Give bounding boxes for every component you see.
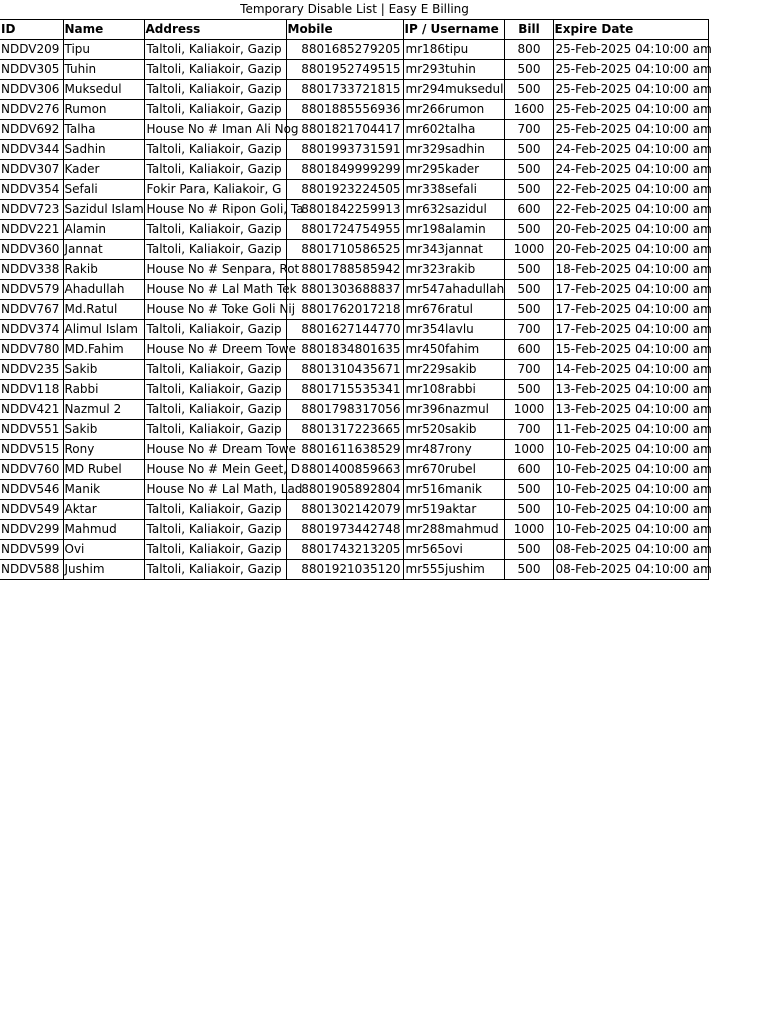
cell-name: Sakib <box>63 420 144 440</box>
header-bill: Bill <box>504 20 553 40</box>
cell-id: NDDV780 <box>0 340 63 360</box>
cell-expire-date: 08-Feb-2025 04:10:00 am <box>553 560 708 580</box>
cell-id: NDDV588 <box>0 560 63 580</box>
cell-id: NDDV692 <box>0 120 63 140</box>
table-row <box>0 100 708 120</box>
table-row <box>0 160 708 180</box>
cell-address: House No # Iman Ali Nog <box>144 120 286 140</box>
cell-expire-date: 22-Feb-2025 04:10:00 am <box>553 200 708 220</box>
cell-address: Taltoli, Kaliakoir, Gazip <box>144 520 286 540</box>
cell-expire-date: 17-Feb-2025 04:10:00 am <box>553 320 708 340</box>
cell-ip-username: mr198alamin <box>403 220 504 240</box>
cell-expire-date: 14-Feb-2025 04:10:00 am <box>553 360 708 380</box>
header-name: Name <box>63 20 144 40</box>
cell-bill: 500 <box>504 380 553 400</box>
cell-mobile: 8801310435671 <box>286 360 403 380</box>
cell-ip-username: mr670rubel <box>403 460 504 480</box>
table-row <box>0 460 708 480</box>
cell-ip-username: mr266rumon <box>403 100 504 120</box>
table-row <box>0 140 708 160</box>
cell-ip-username: mr487rony <box>403 440 504 460</box>
cell-address: Taltoli, Kaliakoir, Gazip <box>144 220 286 240</box>
cell-expire-date: 24-Feb-2025 04:10:00 am <box>553 160 708 180</box>
table-row <box>0 360 708 380</box>
cell-id: NDDV723 <box>0 200 63 220</box>
cell-ip-username: mr516manik <box>403 480 504 500</box>
cell-name: MD.Fahim <box>63 340 144 360</box>
cell-id: NDDV421 <box>0 400 63 420</box>
header-id: ID <box>0 20 63 40</box>
cell-id: NDDV299 <box>0 520 63 540</box>
cell-mobile: 8801715535341 <box>286 380 403 400</box>
table-row <box>0 220 708 240</box>
header-address: Address <box>144 20 286 40</box>
cell-name: Ovi <box>63 540 144 560</box>
cell-expire-date: 17-Feb-2025 04:10:00 am <box>553 280 708 300</box>
cell-bill: 1000 <box>504 520 553 540</box>
cell-ip-username: mr547ahadullah <box>403 280 504 300</box>
cell-name: Rony <box>63 440 144 460</box>
cell-mobile: 8801834801635 <box>286 340 403 360</box>
cell-address: House No # Dreem Towe <box>144 340 286 360</box>
cell-id: NDDV209 <box>0 40 63 60</box>
cell-ip-username: mr329sadhin <box>403 140 504 160</box>
cell-expire-date: 10-Feb-2025 04:10:00 am <box>553 500 708 520</box>
cell-id: NDDV374 <box>0 320 63 340</box>
cell-name: Talha <box>63 120 144 140</box>
cell-name: Manik <box>63 480 144 500</box>
cell-address: Taltoli, Kaliakoir, Gazip <box>144 100 286 120</box>
cell-id: NDDV760 <box>0 460 63 480</box>
cell-expire-date: 18-Feb-2025 04:10:00 am <box>553 260 708 280</box>
cell-bill: 700 <box>504 360 553 380</box>
cell-mobile: 8801317223665 <box>286 420 403 440</box>
cell-bill: 500 <box>504 180 553 200</box>
cell-address: Taltoli, Kaliakoir, Gazip <box>144 160 286 180</box>
table-row <box>0 440 708 460</box>
cell-ip-username: mr338sefali <box>403 180 504 200</box>
cell-bill: 500 <box>504 280 553 300</box>
cell-bill: 500 <box>504 160 553 180</box>
cell-expire-date: 11-Feb-2025 04:10:00 am <box>553 420 708 440</box>
cell-expire-date: 13-Feb-2025 04:10:00 am <box>553 380 708 400</box>
table-row <box>0 340 708 360</box>
cell-id: NDDV515 <box>0 440 63 460</box>
cell-id: NDDV276 <box>0 100 63 120</box>
cell-mobile: 8801685279205 <box>286 40 403 60</box>
cell-ip-username: mr632sazidul <box>403 200 504 220</box>
cell-address: House No # Toke Goli Nij <box>144 300 286 320</box>
cell-mobile: 8801303688837 <box>286 280 403 300</box>
header-expire-date: Expire Date <box>553 20 708 40</box>
cell-name: Jannat <box>63 240 144 260</box>
cell-ip-username: mr229sakib <box>403 360 504 380</box>
cell-bill: 600 <box>504 200 553 220</box>
cell-expire-date: 10-Feb-2025 04:10:00 am <box>553 480 708 500</box>
cell-name: Kader <box>63 160 144 180</box>
cell-expire-date: 17-Feb-2025 04:10:00 am <box>553 300 708 320</box>
cell-mobile: 8801400859663 <box>286 460 403 480</box>
header-ip-username: IP / Username <box>403 20 504 40</box>
cell-address: Taltoli, Kaliakoir, Gazip <box>144 560 286 580</box>
cell-address: Taltoli, Kaliakoir, Gazip <box>144 60 286 80</box>
cell-id: NDDV118 <box>0 380 63 400</box>
table-body <box>0 40 712 580</box>
cell-bill: 700 <box>504 120 553 140</box>
cell-mobile: 8801302142079 <box>286 500 403 520</box>
cell-expire-date: 22-Feb-2025 04:10:00 am <box>553 180 708 200</box>
cell-mobile: 8801973442748 <box>286 520 403 540</box>
cell-ip-username: mr519aktar <box>403 500 504 520</box>
cell-bill: 500 <box>504 500 553 520</box>
table-row <box>0 240 708 260</box>
cell-mobile: 8801821704417 <box>286 120 403 140</box>
cell-address: Taltoli, Kaliakoir, Gazip <box>144 420 286 440</box>
cell-name: Aktar <box>63 500 144 520</box>
cell-bill: 1600 <box>504 100 553 120</box>
cell-bill: 500 <box>504 540 553 560</box>
cell-name: Sefali <box>63 180 144 200</box>
cell-mobile: 8801993731591 <box>286 140 403 160</box>
cell-id: NDDV549 <box>0 500 63 520</box>
cell-expire-date: 20-Feb-2025 04:10:00 am <box>553 220 708 240</box>
cell-id: NDDV344 <box>0 140 63 160</box>
cell-bill: 500 <box>504 300 553 320</box>
cell-ip-username: mr295kader <box>403 160 504 180</box>
cell-name: Ahadullah <box>63 280 144 300</box>
cell-bill: 500 <box>504 140 553 160</box>
cell-mobile: 8801788585942 <box>286 260 403 280</box>
cell-ip-username: mr396nazmul <box>403 400 504 420</box>
cell-address: House No # Dream Towe <box>144 440 286 460</box>
cell-name: Sadhin <box>63 140 144 160</box>
cell-name: Tuhin <box>63 60 144 80</box>
cell-bill: 800 <box>504 40 553 60</box>
table-row <box>0 560 708 580</box>
header-mobile: Mobile <box>286 20 403 40</box>
cell-name: Rabbi <box>63 380 144 400</box>
cell-mobile: 8801627144770 <box>286 320 403 340</box>
cell-address: Taltoli, Kaliakoir, Gazip <box>144 80 286 100</box>
cell-address: House No # Senpara, Rot <box>144 260 286 280</box>
cell-mobile: 8801923224505 <box>286 180 403 200</box>
cell-name: Alamin <box>63 220 144 240</box>
cell-address: Taltoli, Kaliakoir, Gazip <box>144 320 286 340</box>
cell-mobile: 8801724754955 <box>286 220 403 240</box>
cell-ip-username: mr565ovi <box>403 540 504 560</box>
cell-id: NDDV354 <box>0 180 63 200</box>
cell-name: Tipu <box>63 40 144 60</box>
table-row <box>0 320 708 340</box>
cell-name: Rumon <box>63 100 144 120</box>
cell-bill: 1000 <box>504 240 553 260</box>
cell-expire-date: 25-Feb-2025 04:10:00 am <box>553 80 708 100</box>
cell-bill: 1000 <box>504 440 553 460</box>
cell-mobile: 8801885556936 <box>286 100 403 120</box>
cell-address: Taltoli, Kaliakoir, Gazip <box>144 40 286 60</box>
cell-bill: 600 <box>504 460 553 480</box>
header-row <box>0 20 708 40</box>
cell-address: Taltoli, Kaliakoir, Gazip <box>144 400 286 420</box>
cell-address: Taltoli, Kaliakoir, Gazip <box>144 540 286 560</box>
cell-bill: 700 <box>504 320 553 340</box>
cell-name: Alimul Islam <box>63 320 144 340</box>
table-row <box>0 300 708 320</box>
cell-mobile: 8801921035120 <box>286 560 403 580</box>
cell-expire-date: 25-Feb-2025 04:10:00 am <box>553 60 708 80</box>
cell-address: House No # Lal Math Tek <box>144 280 286 300</box>
cell-name: Muksedul <box>63 80 144 100</box>
table-row <box>0 500 708 520</box>
cell-expire-date: 10-Feb-2025 04:10:00 am <box>553 520 708 540</box>
cell-ip-username: mr602talha <box>403 120 504 140</box>
cell-address: House No # Mein Geet, D <box>144 460 286 480</box>
cell-id: NDDV306 <box>0 80 63 100</box>
cell-name: Nazmul 2 <box>63 400 144 420</box>
table-row <box>0 180 708 200</box>
cell-expire-date: 20-Feb-2025 04:10:00 am <box>553 240 708 260</box>
cell-mobile: 8801798317056 <box>286 400 403 420</box>
cell-mobile: 8801743213205 <box>286 540 403 560</box>
cell-bill: 600 <box>504 340 553 360</box>
cell-id: NDDV546 <box>0 480 63 500</box>
cell-ip-username: mr450fahim <box>403 340 504 360</box>
cell-expire-date: 24-Feb-2025 04:10:00 am <box>553 140 708 160</box>
cell-name: Md.Ratul <box>63 300 144 320</box>
table-row <box>0 60 708 80</box>
cell-id: NDDV338 <box>0 260 63 280</box>
cell-address: Taltoli, Kaliakoir, Gazip <box>144 360 286 380</box>
cell-expire-date: 08-Feb-2025 04:10:00 am <box>553 540 708 560</box>
cell-id: NDDV235 <box>0 360 63 380</box>
cell-ip-username: mr293tuhin <box>403 60 504 80</box>
cell-ip-username: mr108rabbi <box>403 380 504 400</box>
cell-ip-username: mr555jushim <box>403 560 504 580</box>
cell-bill: 700 <box>504 420 553 440</box>
cell-mobile: 8801762017218 <box>286 300 403 320</box>
table-row <box>0 260 708 280</box>
cell-ip-username: mr676ratul <box>403 300 504 320</box>
cell-mobile: 8801842259913 <box>286 200 403 220</box>
table-row <box>0 520 708 540</box>
cell-address: House No # Ripon Goli, Ta <box>144 200 286 220</box>
cell-mobile: 8801849999299 <box>286 160 403 180</box>
cell-name: MD Rubel <box>63 460 144 480</box>
table-row <box>0 380 708 400</box>
cell-expire-date: 10-Feb-2025 04:10:00 am <box>553 460 708 480</box>
table-row <box>0 400 708 420</box>
cell-address: Taltoli, Kaliakoir, Gazip <box>144 380 286 400</box>
table-row <box>0 420 708 440</box>
cell-ip-username: mr520sakib <box>403 420 504 440</box>
cell-id: NDDV221 <box>0 220 63 240</box>
cell-address: House No # Lal Math, Lad <box>144 480 286 500</box>
cell-bill: 500 <box>504 80 553 100</box>
cell-id: NDDV360 <box>0 240 63 260</box>
sheet-title: Temporary Disable List | Easy E Billing <box>0 0 708 20</box>
cell-ip-username: mr323rakib <box>403 260 504 280</box>
cell-address: Taltoli, Kaliakoir, Gazip <box>144 140 286 160</box>
cell-id: NDDV767 <box>0 300 63 320</box>
cell-id: NDDV305 <box>0 60 63 80</box>
cell-name: Mahmud <box>63 520 144 540</box>
cell-expire-date: 25-Feb-2025 04:10:00 am <box>553 100 708 120</box>
cell-id: NDDV551 <box>0 420 63 440</box>
cell-bill: 1000 <box>504 400 553 420</box>
table-row <box>0 480 708 500</box>
table-row <box>0 200 708 220</box>
cell-ip-username: mr354lavlu <box>403 320 504 340</box>
table-row <box>0 540 708 560</box>
cell-mobile: 8801905892804 <box>286 480 403 500</box>
cell-address: Taltoli, Kaliakoir, Gazip <box>144 500 286 520</box>
cell-mobile: 8801611638529 <box>286 440 403 460</box>
cell-ip-username: mr294muksedul <box>403 80 504 100</box>
cell-name: Rakib <box>63 260 144 280</box>
cell-name: Jushim <box>63 560 144 580</box>
table-row <box>0 80 708 100</box>
cell-id: NDDV579 <box>0 280 63 300</box>
cell-ip-username: mr288mahmud <box>403 520 504 540</box>
table-row <box>0 40 708 60</box>
cell-id: NDDV599 <box>0 540 63 560</box>
cell-expire-date: 15-Feb-2025 04:10:00 am <box>553 340 708 360</box>
cell-bill: 500 <box>504 220 553 240</box>
title-row <box>0 0 708 20</box>
cell-bill: 500 <box>504 60 553 80</box>
cell-expire-date: 13-Feb-2025 04:10:00 am <box>553 400 708 420</box>
cell-bill: 500 <box>504 260 553 280</box>
cell-address: Fokir Para, Kaliakoir, G <box>144 180 286 200</box>
cell-mobile: 8801710586525 <box>286 240 403 260</box>
cell-ip-username: mr343jannat <box>403 240 504 260</box>
cell-expire-date: 10-Feb-2025 04:10:00 am <box>553 440 708 460</box>
cell-id: NDDV307 <box>0 160 63 180</box>
cell-bill: 500 <box>504 480 553 500</box>
cell-expire-date: 25-Feb-2025 04:10:00 am <box>553 40 708 60</box>
table-row <box>0 120 708 140</box>
cell-address: Taltoli, Kaliakoir, Gazip <box>144 240 286 260</box>
cell-ip-username: mr186tipu <box>403 40 504 60</box>
table-row <box>0 280 708 300</box>
cell-bill: 500 <box>504 560 553 580</box>
cell-name: Sazidul Islam <box>63 200 144 220</box>
cell-expire-date: 25-Feb-2025 04:10:00 am <box>553 120 708 140</box>
cell-name: Sakib <box>63 360 144 380</box>
cell-mobile: 8801733721815 <box>286 80 403 100</box>
cell-mobile: 8801952749515 <box>286 60 403 80</box>
